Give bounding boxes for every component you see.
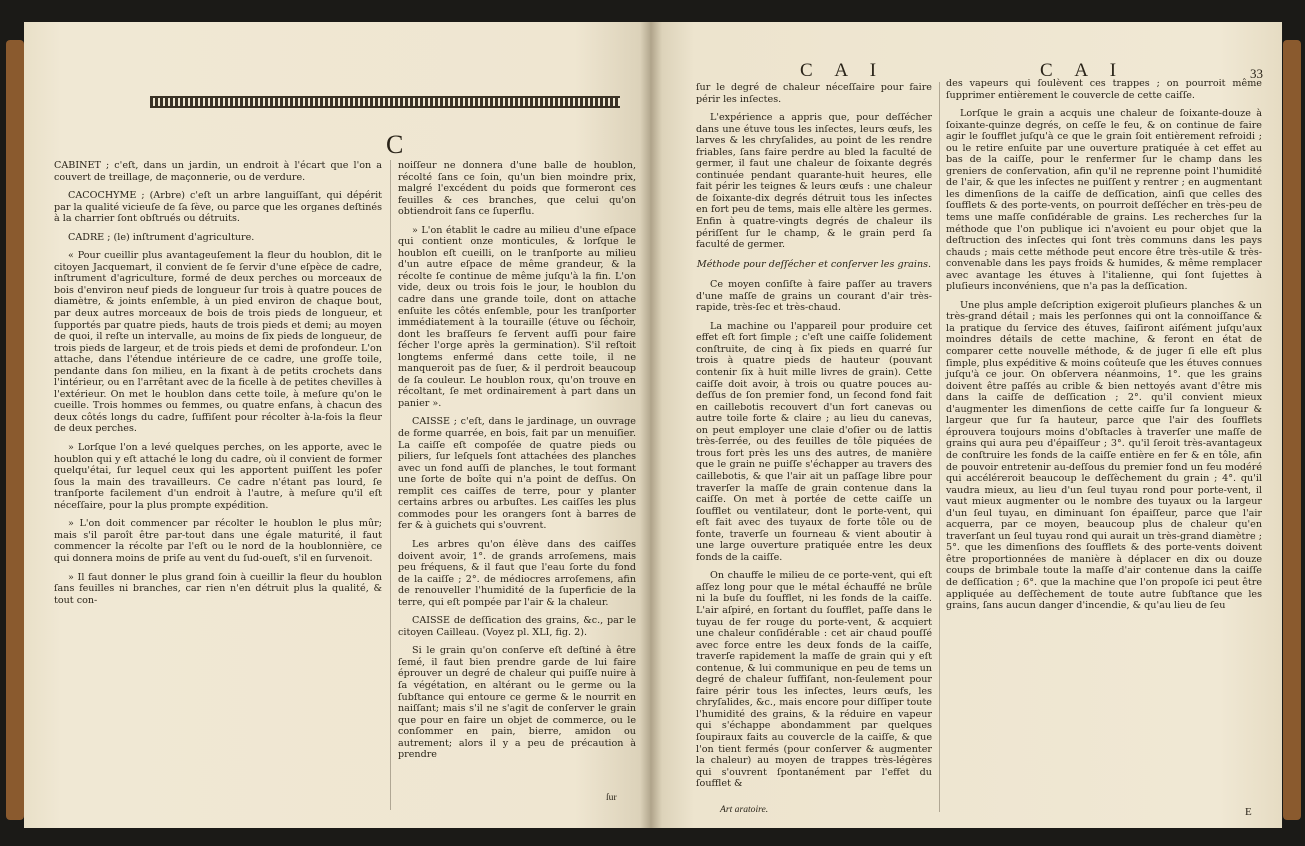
paragraph: ſur le degré de chaleur néceſſaire pour faire périr les inſectes. — [696, 82, 932, 105]
paragraph: » Il faut donner le plus grand ſoin à cueillir la fleur du houblon ſans feuilles ni branches, car rien n'en détruit plus la qualité, & tout con- — [54, 571, 382, 606]
page-number: 33 — [1250, 66, 1263, 81]
book-cover-edge-left — [6, 40, 24, 820]
paragraph: Ce moyen conſiſte à faire paſſer au travers d'une maſſe de grains un courant d'air très-rapide, très-ſec et très-chaud. — [696, 279, 932, 314]
book-cover-edge-right — [1283, 40, 1301, 820]
paragraph: noiſſeur ne donnera d'une balle de houblon, récolté ſans ce ſoin, qu'un bien moindre prix, malgré l'excédent du poids que formeront ces feuilles & ces branches, que celui qu'on obtiendroit ſans ce ſuperflu. — [398, 160, 636, 218]
paragraph: « Pour cueillir plus avantageuſement la fleur du houblon, dit le citoyen Jacquemart, il convient de ſe ſervir d'une eſpèce de cadre, inſtrument d'agriculture, formé de deux perches ou morceaux de bois d'environ neuf pieds de longueur ſur trois à quatre pouces de diamètre, & joints enſemble, à un pied environ de chaque bout, par deux autres morceaux de bois de trois pieds de longueur, et ſupportés par quatre pieds, hauts de trois pieds et demi; au moyen de quoi, il reſte un intervalle, au moins de ſix pieds de longueur, de trois pieds de largeur, et de trois pieds et demi de profondeur. L'on attache, dans l'étendue intérieure de ce cadre, une groſſe toile, pendante dans ſon milieu, en la fixant à de petits crochets dans l'intérieur, ou en l'arrêtant avec de la ficelle à de petites chevilles à l'extérieur. On met le houblon dans cette toile, à meſure qu'on le cueille. Trois hommes ou femmes, ou quatre enfans, à chacun des deux côtés longs du cadre, ſuffiſent pour récolter à-la-fois la fleur de deux perches. — [54, 250, 382, 435]
paragraph: CAISSE ; c'eſt, dans le jardinage, un ouvrage de forme quarrée, en bois, fait par un menuiſier. La caiſſe eſt compoſée de quatre pieds ou piliers, ſur leſquels ſont attachées des planches avec un fond auſſi de planches, le tout formant une ſorte de boîte qui n'a point de deſſus. On remplit ces caiſſes de terre, pour y planter certains arbres ou arbuſtes. Les caiſſes les plus commodes pour les orangers ſont à barres de fer & à guichets qui s'ouvrent. — [398, 416, 636, 532]
signature-mark: E — [1245, 806, 1252, 818]
paragraph: On chauffe le milieu de ce porte-vent, qui eſt aſſez long pour que le métal échauffé ne brûle ni la buſe du ſoufflet, ni les fonds de la caiſſe. L'air aſpiré, en ſortant du ſoufflet, paſſe dans le tuyau de fer rouge du porte-vent, & acquiert une chaleur conſidérable : cet air chaud pouſſé avec force entre les deux fonds de la caiſſe, traverſe rapidement la maſſe de grain qui y eſt contenue, & lui communique en peu de tems un degré de chaleur ſuffiſant, non-ſeulement pour faire périr tous les inſectes, leurs œufs, les chryſalides, &c., mais encore pour diſſiper toute l'humidité des grains, & la réduire en vapeur qui s'échappe abondamment par quelques ſoupiraux faits au couvercle de la caiſſe, & que l'on tient fermés (pour conſerver & augmenter la chaleur) au moyen de trappes très-légères qui s'ouvrent ſpontanément par l'effet du ſoufflet & — [696, 570, 932, 790]
right-column-1 — [696, 82, 932, 797]
column-divider-right — [939, 82, 940, 812]
paragraph: CAISSE de deſſication des grains, &c., par le citoyen Cailleau. (Voyez pl. XLI, fig. 2). — [398, 615, 636, 638]
paragraph: L'expérience a appris que, pour deſſécher dans une étuve tous les inſectes, leurs œufs, les larves & les chryſalides, au point de les rendre friables, ſans faire perdre au bled la faculté de germer, il faut une chaleur de ſoixante degrés continuée pendant quarante-huit heures, elle fait périr les teignes & leurs œufs : une chaleur de ſoixante-dix degrés détruit tous les inſectes en fort peu de tems, mais elle altère les germes. Enfin à quatre-vingts degrés de chaleur ils périſſent ſur le champ, & le grain perd ſa faculté de germer. — [696, 112, 932, 251]
paragraph: CADRE ; (le) inſtrument d'agriculture. — [68, 231, 255, 243]
column-divider-left — [390, 160, 391, 810]
paragraph: La machine ou l'appareil pour produire cet effet eſt fort ſimple ; c'eſt une caiſſe ſolidement conſtruite, de cinq à ſix pieds en quarré ſur trois à quatre pieds de hauteur (pouvant contenir ſix à huit mille livres de grain). Cette caiſſe doit avoir, à trois ou quatre pouces au-deſſus de ſon premier fond, un ſecond fond fait en caillebotis recouvert d'un fort canevas ou autre toile forte & claire ; au lieu du canevas, on peut employer une claie d'oſier ou de lattis très-ſerrée, ou des feuilles de tôle piquées de trous fort près les uns des autres, de manière que le grain ne puiſſe s'échapper au travers des caillebotis, & que l'air ait un paſſage libre pour traverſer la maſſe de grain contenue dans la caiſſe. On met à portée de cette caiſſe un ſoufflet ou ventilateur, dont le porte-vent, qui eſt fait avec des tuyaux de forte tôle ou de fonte, traverſe un fourneau & vient aboutir à une large ouverture pratiquée entre les deux fonds de la caiſſe. — [696, 320, 932, 563]
paragraph: Si le grain qu'on conſerve eſt deſtiné à être ſemé, il faut bien prendre garde de lui faire éprouver un degré de chaleur qui puiſſe nuire à ſa végétation, en altérant ou le germe ou la ſubſtance qui entoure ce germe & le nourrit en naiſſant; mais s'il ne s'agit de conſerver le grain que pour en faire un objet de commerce, ou le conſommer en pain, bierre, amidon ou autrement; alors il y a peu de précaution à prendre — [398, 645, 636, 761]
paragraph: CACOCHYME ; (Arbre) c'eſt un arbre languiſſant, qui dépérit par la qualité vicieuſe de ſa ſève, ou parce que les organes deſtinés à la charrier ſont obſtrués ou détruits. — [54, 190, 382, 225]
running-title-left: C A I — [800, 60, 886, 81]
paragraph: Les arbres qu'on élève dans des caiſſes doivent avoir, 1°. de grands arroſemens, mais peu fréquens, & il faut que l'eau ſorte du fond de la caiſſe ; 2°. de médiocres arroſemens, afin de renouveller l'humidité de la ſuperficie de la terre, qui eſt pompée par l'air & la chaleur. — [398, 538, 636, 608]
paragraph: » Lorſque l'on a levé quelques perches, on les apporte, avec le houblon qui y eſt attaché le long du cadre, où il convient de former quelqu'étai, ſur lequel ceux qui les apportent puiſſent les poſer ſous la main des travailleurs. Ce cadre n'étant pas lourd, ſe tranſporte facilement d'un endroit à l'autre, à meſure qu'il eſt néceſſaire, pour la plus prompte expédition. — [54, 442, 382, 511]
left-column-2 — [398, 160, 636, 768]
paragraph: Lorſque le grain a acquis une chaleur de ſoixante-douze à ſoixante-quinze degrés, on ceſſe le feu, & on continue de faire agir le ſoufflet juſqu'à ce que le grain ſoit entièrement refroidi ; ou le retire enſuite par une ouverture pratiquée à cet effet au bas de la caiſſe, pour le renfermer ſur le champ dans les greniers de conſervation, afin qu'il ne reprenne point l'humidité de l'air, & que les inſectes ne puiſſent y rentrer ; en augmentant les dimenſions de la caiſſe de deſſication, ainſi que celles des ſoufflets & des porte-vents, on pourroit deſſécher en très-peu de tems une maſſe conſidérable de grains. Les recherches ſur la méthode que l'on publique ici n'avoient eu pour objet que la deſtruction des inſectes qui ſont très communs dans les pays chauds ; mais cette méthode peut encore être très-utile & très-convenable dans les pays froids & humides, & même remplacer avec avantage les étuves à l'italienne, qui ſont ſujettes à pluſieurs inconvéniens, que n'a pas la deſſication. — [946, 108, 1262, 293]
section-letter: C — [386, 130, 404, 159]
left-column-1 — [54, 160, 382, 613]
paragraph: » L'on établit le cadre au milieu d'une eſpace qui contient onze monticules, & lorſque le houblon eſt cueilli, on le tranſporte au milieu d'un autre eſpace de même grandeur, & la récolte ſe continue de même juſqu'à la fin. L'on vide, deux ou trois fois le jour, le houblon du cadre dans une grande toile, dont on attache enſuite les côtés enſemble, pour les tranſporter immédiatement à la touraille (étuve ou ſéchoir, dont les braſſeurs ſe ſervent auſſi pour faire ſécher l'orge après la germination). S'il reſtoit longtems enfermé dans cette toile, il ne manqueroit pas de ſuer, & il perdroit beaucoup de ſa couleur. Le houblon roux, qu'on trouve en récoltant, ſe met ordinairement à part dans un panier ». — [398, 224, 636, 409]
right-column-2 — [946, 78, 1262, 619]
paragraph: Une plus ample deſcription exigeroit pluſieurs planches & un très-grand détail ; mais les perſonnes qui ont la connoiſſance & la pratique du ſervice des étuves, ſaiſiront aiſément juſqu'aux moindres détails de cette machine, & feront en état de comparer cette nouvelle méthode, & de juger ſi elle eſt plus ſimple, plus expéditive & moins coûteuſe que les étuves connues juſqu'à ce jour. On obſervera néanmoins, 1°. que les grains doivent être paſſés au crible & bien nettoyés avant d'être mis dans la caiſſe de deſſication ; 2°. qu'il convient mieux d'augmenter les dimenſions de cette caiſſe ſur ſa longueur & largeur que ſur ſa hauteur, parce que l'air des ſoufflets éprouvera toujours moins d'obſtacles à traverſer une maſſe de grains qui aura peu d'épaiſſeur ; 3°. qu'il ſeroit très-avantageux de conſtruire les fonds de la caiſſe entière en fer & en tôle, afin de pouvoir entretenir au-deſſous du premier fond un feu modéré qui accéléreroit beaucoup le deſſèchement du grain ; 4°. qu'il vaudra mieux, au lieu d'un ſeul tuyau rond pour porte-vent, il vaut mieux augmenter ou le nombre des tuyaux ou la largeur d'un ſeul tuyau, en diminuant ſon épaiſſeur, parce que l'air acquerra, par ce moyen, beaucoup plus de chaleur qu'en traverſant un ſeul tuyau rond qui aurait un très-grand diamètre ; 5°. que les dimenſions des ſoufflets & des porte-vents doivent être proportionnées de manière à déplacer en dix ou douze coups de brimbale toute la maſſe d'air contenue dans la caiſſe de deſſication ; 6°. que la machine que l'on propoſe ici peut être appliquée au deſſèchement de toute autre ſubſtance que les grains, ſans aucun danger d'incendie, & qu'au lieu de ſeu — [946, 299, 1262, 612]
column-footer-note: Art aratoire. — [720, 804, 769, 815]
paragraph: » L'on doit commencer par récolter le houblon le plus mûr; mais s'il paroît être par-tout dans une égale maturité, il faut commencer la récolte par l'eſt ou le nord de la houblonnière, ce qui donnera moins de priſe au vent du ſud-oueſt, s'il en ſurvenoit. — [54, 518, 382, 564]
catchword: ſur — [606, 792, 617, 803]
ornamental-header-rule — [150, 96, 620, 108]
running-title-right: C A I — [1040, 60, 1126, 81]
paragraph: Méthode pour deſſécher et conſerver les grains. — [696, 258, 932, 270]
paragraph: des vapeurs qui ſoulèvent ces trappes ; on pourroit même ſupprimer entièrement le couvercle de cette caiſſe. — [946, 78, 1262, 101]
book-gutter — [640, 22, 662, 828]
paragraph: CABINET ; c'eſt, dans un jardin, un endroit à l'écart que l'on a couvert de treillage, de maçonnerie, ou de verdure. — [54, 160, 382, 183]
